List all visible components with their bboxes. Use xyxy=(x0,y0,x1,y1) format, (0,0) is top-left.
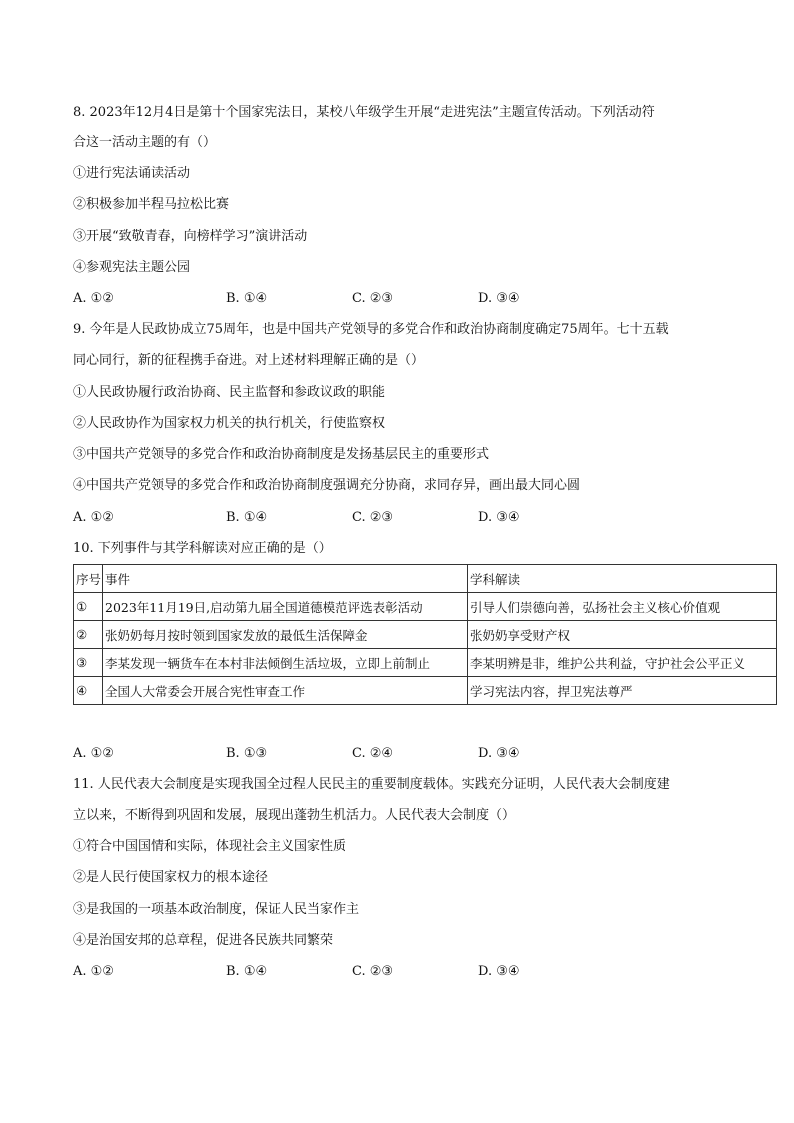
table-cell-number: ① xyxy=(74,593,103,621)
q11-option-a[interactable]: A. ①② xyxy=(73,964,114,979)
header-cell-interpretation: 学科解读 xyxy=(468,565,777,593)
table-row xyxy=(74,649,777,677)
table-row xyxy=(74,677,777,705)
table-cell-event: 张奶奶每月按时领到国家发放的最低生活保障金 xyxy=(103,621,468,649)
q10-option-b[interactable]: B. ①③ xyxy=(226,746,268,761)
q8-stem-line1: 8. 2023年12月4日是第十个国家宪法日，某校八年级学生开展“走进宪法”主题宣传活动。下列活动符 xyxy=(73,105,655,120)
q10-option-d[interactable]: D. ③④ xyxy=(478,746,520,761)
q9-stem-line1: 9. 今年是人民政协成立75周年，也是中国共产党领导的多党合作和政治协商制度确定75周年。七十五载 xyxy=(73,322,669,337)
table-cell-event: 李某发现一辆货车在本村非法倾倒生活垃圾，立即上前制止 xyxy=(103,649,468,677)
table-cell-interpretation: 学习宪法内容，捍卫宪法尊严 xyxy=(468,677,777,705)
table-row xyxy=(74,593,777,621)
header-cell-number: 序号 xyxy=(74,565,103,593)
q9-item-3: ③中国共产党领导的多党合作和政治协商制度是发扬基层民主的重要形式 xyxy=(73,447,490,462)
header-cell-event: 事件 xyxy=(103,565,468,593)
table-cell-event: 全国人大常委会开展合宪性审查工作 xyxy=(103,677,468,705)
table-cell-interpretation: 李某明辨是非，维护公共利益，守护社会公平正义 xyxy=(468,649,777,677)
q8-item-4: ④参观宪法主题公园 xyxy=(73,260,191,275)
table-cell-interpretation: 张奶奶享受财产权 xyxy=(468,621,777,649)
q11-option-b[interactable]: B. ①④ xyxy=(226,964,268,979)
q9-item-4: ④中国共产党领导的多党合作和政治协商制度强调充分协商，求同存异，画出最大同心圆 xyxy=(73,478,581,493)
q9-option-a[interactable]: A. ①② xyxy=(73,510,114,525)
q8-item-3: ③开展“致敬青春，向榜样学习”演讲活动 xyxy=(73,229,308,244)
q8-item-2: ②积极参加半程马拉松比赛 xyxy=(73,197,230,212)
q11-stem-line2: 立以来，不断得到巩固和发展，展现出蓬勃生机活力。人民代表大会制度（） xyxy=(73,808,516,823)
q11-item-1: ①符合中国国情和实际，体现社会主义国家性质 xyxy=(73,839,347,854)
q8-item-1: ①进行宪法诵读活动 xyxy=(73,166,191,181)
q9-stem-line2: 同心同行，新的征程携手奋进。对上述材料理解正确的是（） xyxy=(73,353,425,368)
table-row xyxy=(74,621,777,649)
q8-option-d[interactable]: D. ③④ xyxy=(478,291,520,306)
q10-stem: 10. 下列事件与其学科解读对应正确的是（） xyxy=(73,541,332,556)
q10-option-c[interactable]: C. ②④ xyxy=(352,746,394,761)
q9-item-2: ②人民政协作为国家权力机关的执行机关，行使监察权 xyxy=(73,416,386,431)
q11-item-4: ④是治国安邦的总章程，促进各民族共同繁荣 xyxy=(73,933,334,948)
q9-option-b[interactable]: B. ①④ xyxy=(226,510,268,525)
q9-option-c[interactable]: C. ②③ xyxy=(352,510,394,525)
q8-option-b[interactable]: B. ①④ xyxy=(226,291,268,306)
q11-option-c[interactable]: C. ②③ xyxy=(352,964,394,979)
table-cell-interpretation: 引导人们崇德向善，弘扬社会主义核心价值观 xyxy=(468,593,777,621)
table-cell-number: ③ xyxy=(74,649,103,677)
q11-stem-line1: 11. 人民代表大会制度是实现我国全过程人民民主的重要制度载体。实践充分证明，人民代表大会制度建 xyxy=(73,777,670,792)
q11-item-2: ②是人民行使国家权力的根本途径 xyxy=(73,870,269,885)
q11-option-d[interactable]: D. ③④ xyxy=(478,964,520,979)
q9-option-d[interactable]: D. ③④ xyxy=(478,510,520,525)
q10-option-a[interactable]: A. ①② xyxy=(73,746,114,761)
q8-option-c[interactable]: C. ②③ xyxy=(352,291,394,306)
q9-item-1: ①人民政协履行政治协商、民主监督和参政议政的职能 xyxy=(73,385,386,400)
q8-stem-line2: 合这一活动主题的有（） xyxy=(73,135,217,150)
table-cell-event: 2023年11月19日,启动第九届全国道德模范评选表彰活动 xyxy=(103,593,468,621)
q8-option-a[interactable]: A. ①② xyxy=(73,291,114,306)
q11-item-3: ③是我国的一项基本政治制度，保证人民当家作主 xyxy=(73,902,360,917)
table-cell-number: ② xyxy=(74,621,103,649)
q10-table xyxy=(73,564,777,705)
table-header-row xyxy=(74,565,777,593)
table-cell-number: ④ xyxy=(74,677,103,705)
